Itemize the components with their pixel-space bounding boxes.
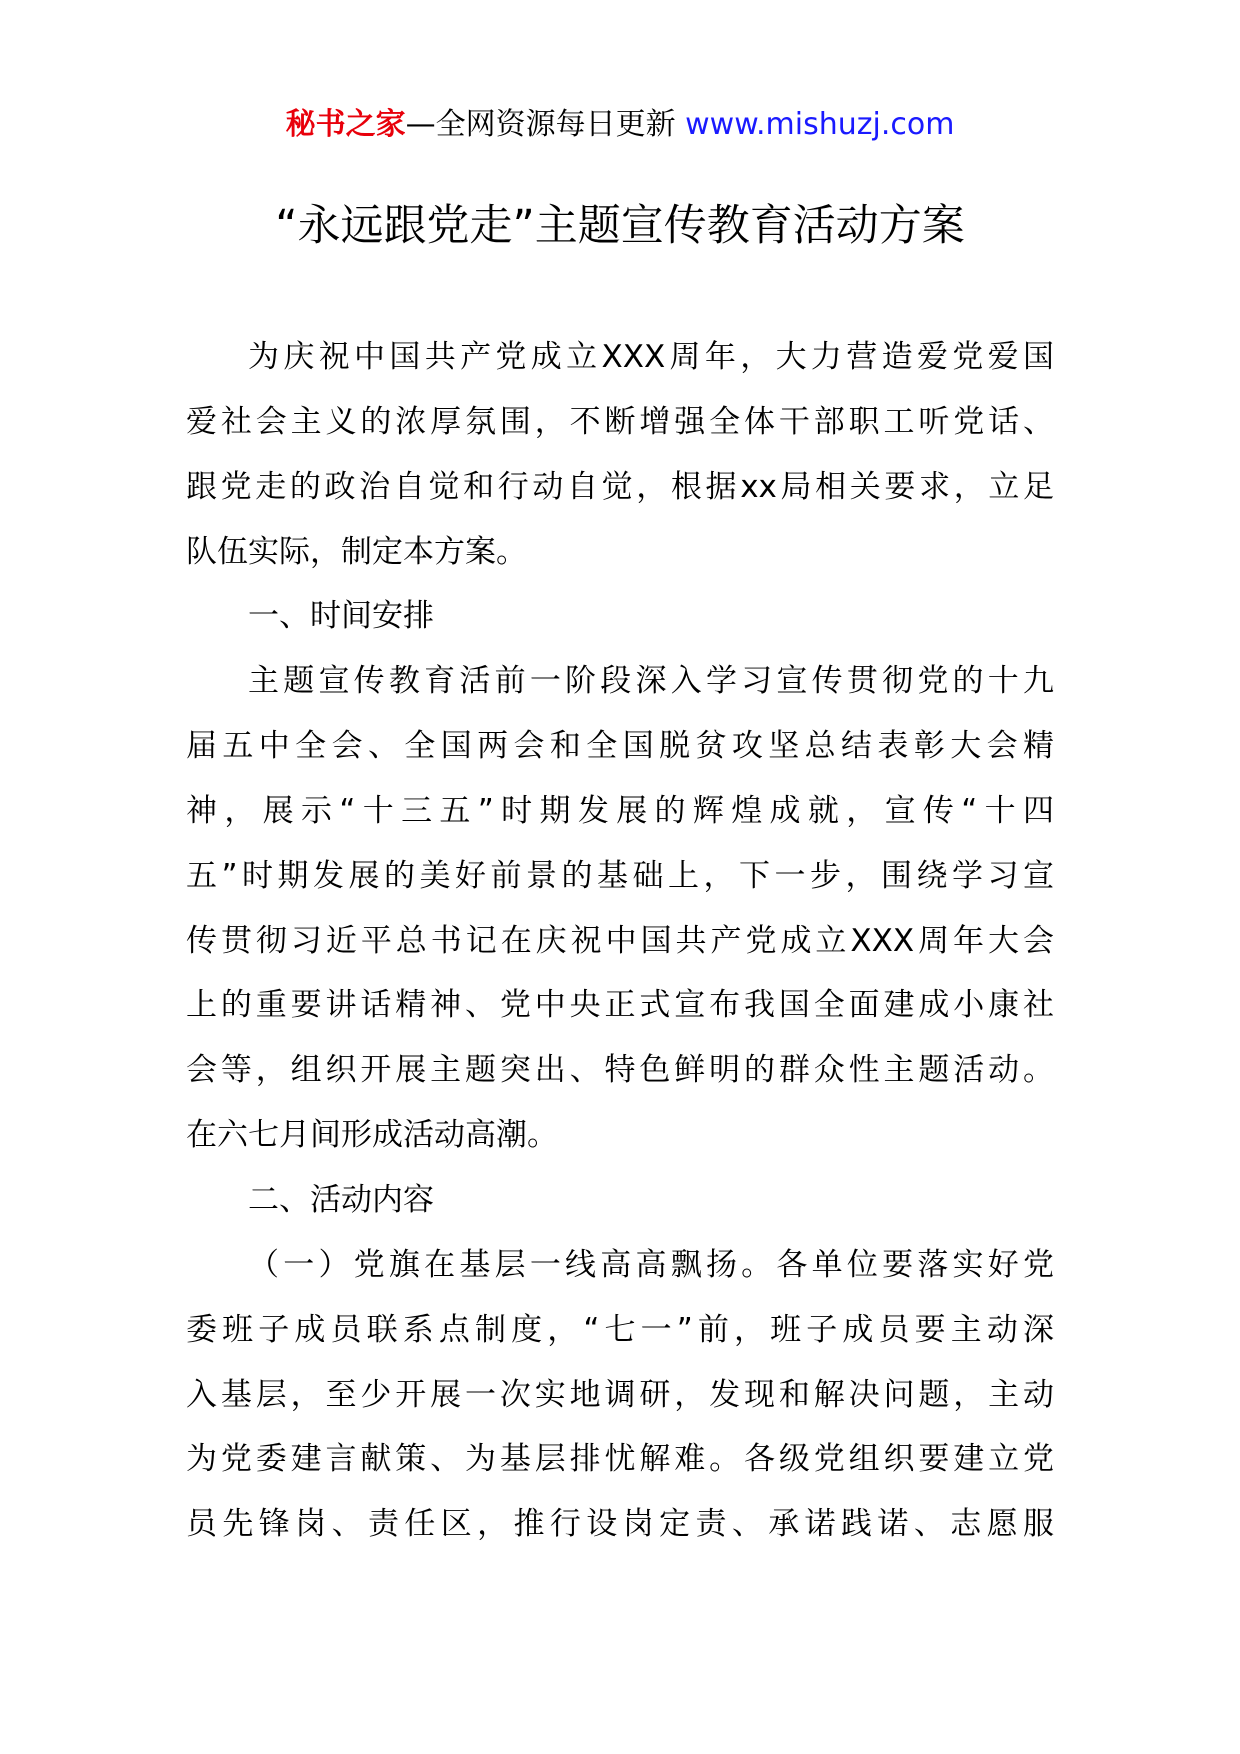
body-line: 为庆祝中国共产党成立XXX周年，大力营造爱党爱国 [248, 339, 1054, 375]
body-line: 在六七月间形成活动高潮。 [186, 1117, 558, 1154]
brand-name: 秘书之家 [285, 107, 406, 142]
body-line: 员先锋岗、责任区，推行设岗定责、承诺践诺、志愿服 [186, 1506, 1054, 1543]
body-line: 主题宣传教育活前一阶段深入学习宣传贯彻党的十九 [248, 663, 1054, 700]
body-line: 为党委建言献策、为基层排忧解难。各级党组织要建立党 [186, 1441, 1054, 1478]
body-line: 会等，组织开展主题突出、特色鲜明的群众性主题活动。 [186, 1052, 1054, 1089]
body-line: 五”时期发展的美好前景的基础上，下一步，围绕学习宣 [186, 857, 1054, 894]
body-line: （一）党旗在基层一线高高飘扬。各单位要落实好党 [248, 1246, 1054, 1283]
body-line: 届五中全会、全国两会和全国脱贫攻坚总结表彰大会精 [186, 728, 1054, 765]
document-body [186, 325, 1054, 1557]
section-heading-schedule: 一、时间安排 [248, 598, 434, 635]
body-line: 上的重要讲话精神、党中央正式宣布我国全面建成小康社 [186, 987, 1054, 1024]
body-line: 爱社会主义的浓厚氛围，不断增强全体干部职工听党话、 [186, 403, 1054, 440]
body-line: 神，展示“十三五”时期发展的辉煌成就，宣传“十四 [186, 792, 1054, 829]
header-tagline: —全网资源每日更新 [405, 107, 676, 142]
section-heading-content: 二、活动内容 [248, 1181, 434, 1218]
body-line: 入基层，至少开展一次实地调研，发现和解决问题，主动 [186, 1376, 1054, 1413]
body-line: 队伍实际，制定本方案。 [186, 533, 527, 570]
body-line: 委班子成员联系点制度，“七一”前，班子成员要主动深 [186, 1311, 1054, 1348]
body-line: 跟党走的政治自觉和行动自觉，根据xx局相关要求，立足 [186, 468, 1054, 505]
site-url-link[interactable]: www.mishuzj.com [685, 107, 955, 142]
site-header [0, 100, 1240, 150]
document-title: “永远跟党走”主题宣传教育活动方案 [275, 201, 965, 251]
body-line: 传贯彻习近平总书记在庆祝中国共产党成立XXX周年大会 [186, 922, 1054, 959]
